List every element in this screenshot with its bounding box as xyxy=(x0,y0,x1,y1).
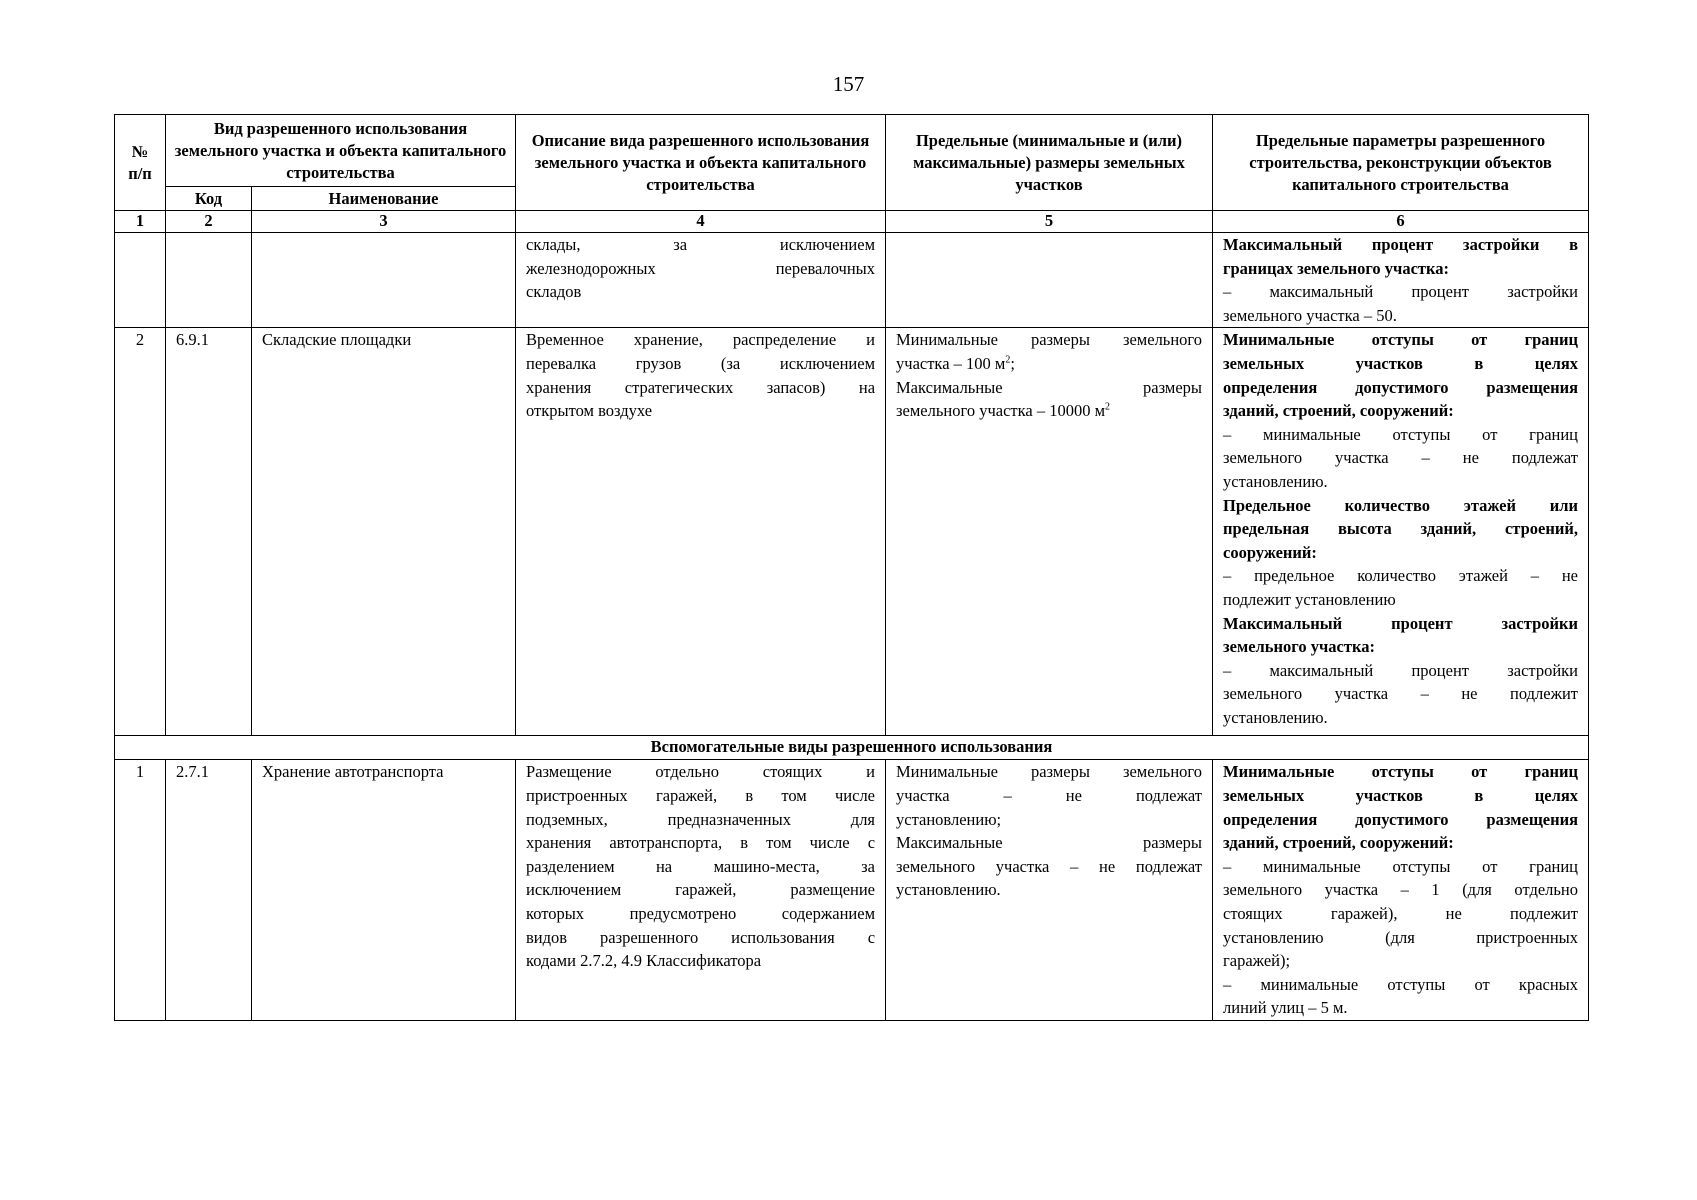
table-row xyxy=(115,233,1589,328)
text-line: перевалка грузов (за исключением xyxy=(526,353,876,373)
page-number: 157 xyxy=(832,72,865,96)
sizes-line: участка – 100 $м^2$; xyxy=(896,353,1015,373)
text-line: сооружений: xyxy=(1223,542,1317,562)
text-line: пристроенных гаражей, в том числе xyxy=(526,785,876,805)
text-line: земельного участка – не подлежат xyxy=(896,856,1203,876)
text-line: хранения стратегических запасов) на xyxy=(526,377,876,397)
text-line: Предельное количество этажей или xyxy=(1223,495,1579,515)
text-line: установлению. xyxy=(1223,471,1328,491)
text-line: Минимальные размеры земельного xyxy=(896,762,1203,782)
row-number xyxy=(115,233,166,328)
column-number: 3 xyxy=(252,211,516,233)
row-name: Складские площадки xyxy=(252,328,516,736)
text-line: Максимальный процент застройки xyxy=(1223,613,1579,633)
text-line: которых предусмотрено содержанием xyxy=(526,903,876,923)
text-line: хранения автотранспорта, в том числе с xyxy=(526,833,876,853)
text-line: границах земельного участка: xyxy=(1223,258,1450,278)
header-group: Вид разрешенного использования земельного участка и объекта капитального строительства xyxy=(166,115,516,187)
row-description xyxy=(516,233,886,328)
text-line: определения допустимого размещения xyxy=(1223,377,1579,397)
text-line: железнодорожных перевалочных xyxy=(526,258,876,278)
text-line: установлению; xyxy=(896,809,1002,829)
text-line: склады, за исключением xyxy=(526,235,876,254)
text-line: Максимальные размеры xyxy=(896,833,1203,853)
text-line: – минимальные отступы от границ xyxy=(1223,424,1579,444)
text-line: определения допустимого размещения xyxy=(1223,809,1579,829)
text-line: установлению (для пристроенных xyxy=(1223,927,1579,947)
section-row xyxy=(115,736,1589,760)
table-row xyxy=(115,328,1589,736)
text-line: – максимальный процент застройки xyxy=(1223,660,1579,680)
text-line: предельная высота зданий, строений, xyxy=(1223,519,1579,539)
header-sizes: Предельные (минимальные и (или) максимальные) размеры земельных участков xyxy=(886,115,1213,211)
row-code: 2.7.1 xyxy=(166,760,252,1021)
text-line: разделением на машино-места, за xyxy=(526,856,876,876)
text-line: подземных, предназначенных для xyxy=(526,809,876,829)
row-code: 6.9.1 xyxy=(166,328,252,736)
text-line: установлению. xyxy=(1223,707,1328,727)
text-line: стоящих гаражей), не подлежит xyxy=(1223,903,1579,923)
row-params xyxy=(1213,328,1589,736)
text-line: земельного участка – не подлежит xyxy=(1223,684,1579,704)
row-sizes xyxy=(886,328,1213,736)
column-number: 6 xyxy=(1213,211,1589,233)
text-line: Временное хранение, распределение и xyxy=(526,330,876,350)
row-code xyxy=(166,233,252,328)
header-params: Предельные параметры разрешенного строительства, реконструкции объектов капитального строительства xyxy=(1213,115,1589,211)
header-code: Код xyxy=(166,187,252,211)
sizes-line: Максимальные размеры xyxy=(896,377,1203,397)
text-line: линий улиц – 5 м. xyxy=(1223,998,1348,1018)
header-description: Описание вида разрешенного использования земельного участка и объекта капитального строительства xyxy=(516,115,886,211)
text-line: Минимальные отступы от границ xyxy=(1223,330,1579,350)
text-line: установлению. xyxy=(896,880,1001,900)
text-line: участка – не подлежат xyxy=(896,785,1203,805)
text-line: открытом воздухе xyxy=(526,401,653,421)
column-number: 4 xyxy=(516,211,886,233)
row-name: Хранение автотранспорта xyxy=(252,760,516,1021)
text-line: земельного участка – не подлежат xyxy=(1223,448,1579,468)
column-number: 2 xyxy=(166,211,252,233)
text-line: земельного участка: xyxy=(1223,637,1375,657)
text-line: – предельное количество этажей – не xyxy=(1223,566,1579,586)
text-line: земельных участков в целях xyxy=(1223,785,1579,805)
column-number: 1 xyxy=(115,211,166,233)
text-line: Минимальные отступы от границ xyxy=(1223,762,1579,782)
text-line: зданий, строений, сооружений: xyxy=(1223,833,1454,853)
text-line: земельного участка – 1 (для отдельно xyxy=(1223,880,1579,900)
row-sizes xyxy=(886,760,1213,1021)
text-line: земельных участков в целях xyxy=(1223,353,1579,373)
text-line: Размещение отдельно стоящих и xyxy=(526,762,876,782)
text-line: гаражей); xyxy=(1223,951,1291,971)
text-line: исключением гаражей, размещение xyxy=(526,880,876,900)
row-description xyxy=(516,328,886,736)
text-line: – минимальные отступы от границ xyxy=(1223,856,1579,876)
text-line: – максимальный процент застройки xyxy=(1223,282,1579,302)
row-name xyxy=(252,233,516,328)
text-line: складов xyxy=(526,282,582,302)
row-params xyxy=(1213,760,1589,1021)
header-name: Наименование xyxy=(252,187,516,211)
row-sizes xyxy=(886,233,1213,328)
header-num: № п/п xyxy=(115,115,166,211)
row-description xyxy=(516,760,886,1021)
text-line: кодами 2.7.2, 4.9 Классификатора xyxy=(526,951,762,971)
row-number: 1 xyxy=(115,760,166,1021)
section-title: Вспомогательные виды разрешенного использования xyxy=(115,736,1589,760)
text-line: земельного участка – 50. xyxy=(1223,305,1397,325)
sizes-line: Минимальные размеры земельного xyxy=(896,330,1203,350)
column-number: 5 xyxy=(886,211,1213,233)
text-line: видов разрешенного использования с xyxy=(526,927,876,947)
text-line: зданий, строений, сооружений: xyxy=(1223,401,1454,421)
row-number: 2 xyxy=(115,328,166,736)
row-params xyxy=(1213,233,1589,328)
land-use-table xyxy=(114,114,1589,1021)
sizes-line: земельного участка – 10000 $м^2$ xyxy=(896,401,1111,421)
text-line: – минимальные отступы от красных xyxy=(1223,974,1579,994)
text-line: Максимальный процент застройки в xyxy=(1223,235,1579,254)
text-line: подлежит установлению xyxy=(1223,589,1396,609)
table-row xyxy=(115,760,1589,1021)
